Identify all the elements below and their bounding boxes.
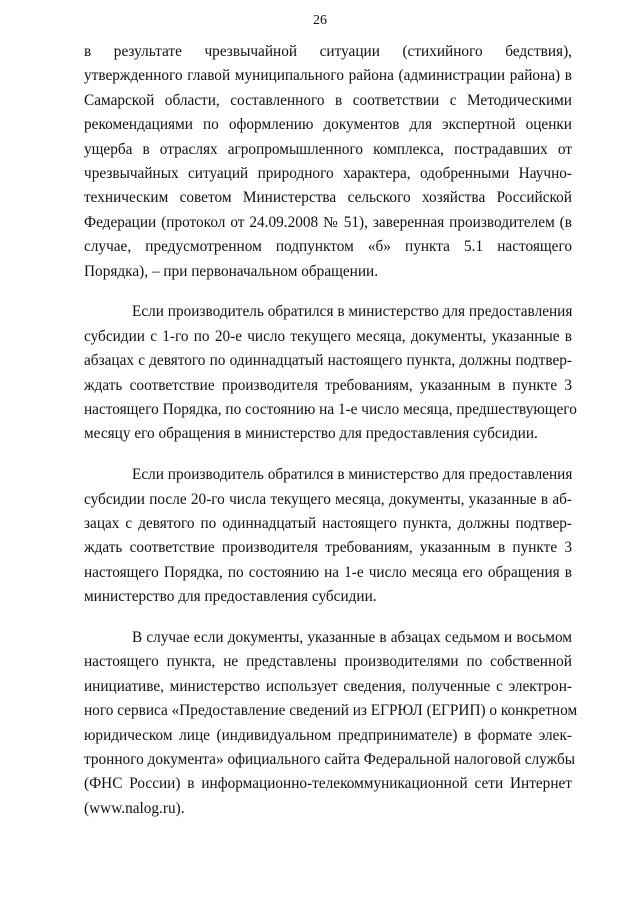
- text-line: зацах с девятого по одиннадцатый настоящего пункта, должны подтвер-: [84, 515, 572, 533]
- text-line: В случае если документы, указанные в абзацах седьмом и восьмом: [132, 629, 572, 647]
- text-line: Если производитель обратился в министерство для предоставления: [132, 303, 573, 321]
- text-line: инициативе, министерство использует сведения, полученные с электрон-: [84, 677, 572, 695]
- text-line: тронного документа» официального сайта Федеральной налоговой службы: [84, 751, 576, 769]
- paragraph: [84, 300, 577, 446]
- text-line: министерство для предоставления субсидии.: [84, 588, 377, 606]
- text-line: абзацах с девятого по одиннадцатый настоящего пункта, должны подтвер-: [84, 352, 572, 370]
- text-line: Самарской области, составленного в соответствии с Методическими: [84, 91, 572, 109]
- text-line: ущерба в отраслях агропромышленного комплекса, пострадавших от: [84, 140, 572, 158]
- page-number: 26: [313, 13, 327, 28]
- text-line: техническим советом Министерства сельского хозяйства Российской: [84, 189, 572, 207]
- paragraph: [84, 463, 572, 609]
- paragraph-gap: [84, 284, 572, 301]
- paragraph-gap: [84, 447, 572, 464]
- text-line: юридическом лице (индивидуальном предпринимателе) в формате элек-: [84, 726, 572, 744]
- text-line: Если производитель обратился в министерство для предоставления: [132, 466, 573, 484]
- text-line: настоящего пункта, не представлены производителями по собственной: [84, 653, 572, 671]
- text-line: настоящего Порядка, по состоянию на 1-е число месяца его обращения в: [84, 563, 572, 581]
- text-line: месяцу его обращения в министерство для предоставления субсидии.: [84, 425, 538, 443]
- document-body: [84, 40, 578, 821]
- text-line: Порядка), – при первоначальном обращении.: [84, 262, 379, 280]
- text-line: (www.nalog.ru).: [84, 799, 185, 817]
- text-line: ждать соответствие производителя требованиям, указанным в пункте 3: [84, 539, 572, 557]
- paragraph: [84, 626, 578, 821]
- text-line: настоящего Порядка, по состоянию на 1-е число месяца, предшествующего: [84, 400, 577, 418]
- text-line: чрезвычайных ситуаций природного характера, одобренными Научно-: [84, 164, 572, 182]
- paragraph: [84, 40, 572, 284]
- text-line: ждать соответствие производителя требованиям, указанным в пункте 3: [84, 376, 572, 394]
- text-line: утвержденного главой муниципального района (администрации района) в: [84, 67, 572, 85]
- paragraph-gap: [84, 610, 572, 627]
- text-line: рекомендациями по оформлению документов для экспертной оценки: [84, 116, 572, 134]
- text-line: Федерации (протокол от 24.09.2008 № 51), заверенная производителем (в: [84, 213, 572, 231]
- text-line: случае, предусмотренном подпунктом «б» пункта 5.1 настоящего: [84, 238, 572, 256]
- text-line: (ФНС России) в информационно-телекоммуникационной сети Интернет: [84, 775, 572, 793]
- text-line: субсидии после 20-го числа текущего месяца, документы, указанные в аб-: [84, 490, 572, 508]
- text-line: ного сервиса «Предоставление сведений из ЕГРЮЛ (ЕГРИП) о конкретном: [84, 702, 578, 720]
- text-line: субсидии с 1-го по 20-е число текущего месяца, документы, указанные в: [84, 327, 572, 345]
- text-line: в результате чрезвычайной ситуации (стихийного бедствия),: [84, 43, 572, 60]
